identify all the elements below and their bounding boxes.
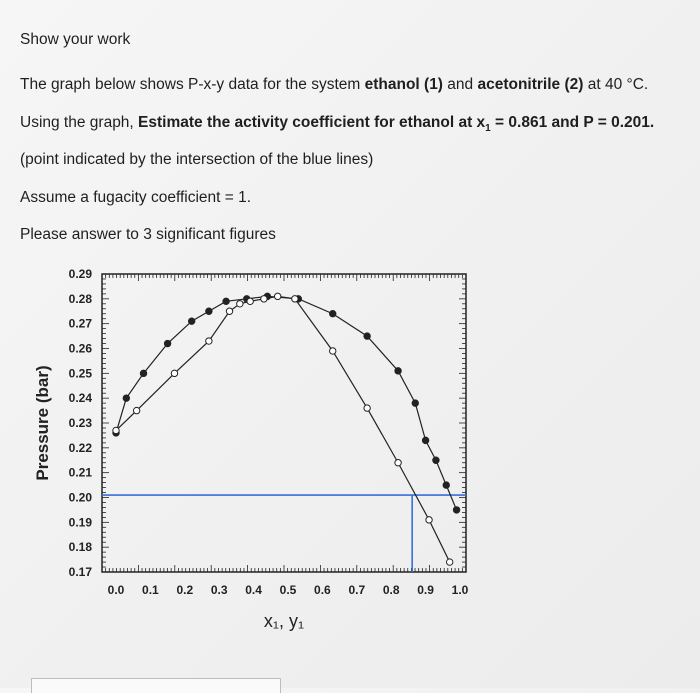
series-line-filled <box>116 296 457 510</box>
data-point-filled <box>188 318 194 324</box>
data-point-filled <box>433 457 439 463</box>
q1-suffix: at 40 °C. <box>583 76 649 93</box>
data-point-open <box>426 517 432 523</box>
y-tick-label: 0.20 <box>68 490 92 505</box>
data-point-open <box>364 405 370 411</box>
x-tick-label: 0.3 <box>210 583 228 597</box>
data-point-filled <box>412 400 418 406</box>
data-point-filled <box>206 308 212 314</box>
q2-suffix: = 0.861 and P = 0.201. <box>490 114 655 131</box>
answer-box-edge[interactable] <box>31 678 281 693</box>
data-point-filled <box>453 507 459 513</box>
y-tick-label: 0.23 <box>68 416 92 430</box>
y-tick-label: 0.19 <box>68 515 92 530</box>
y-tick-label: 0.24 <box>68 391 92 406</box>
data-point-filled <box>422 437 428 443</box>
data-point-open <box>292 296 298 302</box>
data-point-filled <box>443 482 449 488</box>
y-tick-label: 0.21 <box>68 465 92 480</box>
data-point-open <box>247 298 253 304</box>
question-line-3: (point indicated by the intersection of the blue lines) <box>20 151 374 168</box>
y-tick-label: 0.17 <box>68 565 92 579</box>
q2-sub: 1 <box>485 123 491 135</box>
x-axis-label: x₁, y₁ <box>263 611 305 631</box>
q1-acetonitrile: acetonitrile (2) <box>477 76 584 93</box>
data-point-open <box>237 301 243 307</box>
y-tick-label: 0.28 <box>68 291 92 306</box>
q1-mid: and <box>442 76 478 93</box>
data-point-filled <box>364 333 370 339</box>
data-point-filled <box>330 311 336 317</box>
x-tick-label: 0.5 <box>279 583 297 597</box>
x-tick-label: 0.4 <box>245 583 262 597</box>
x-tick-label: 0.6 <box>314 583 331 597</box>
x-tick-label: 0.0 <box>107 583 125 597</box>
q1-ethanol: ethanol (1) <box>364 76 443 93</box>
y-tick-label: 0.26 <box>68 341 92 356</box>
data-point-open <box>261 296 267 302</box>
data-point-filled <box>395 368 401 374</box>
y-tick-label: 0.22 <box>68 440 92 455</box>
heading-show-your-work: Show your work <box>20 31 131 48</box>
data-point-open <box>226 308 232 314</box>
y-tick-label: 0.29 <box>68 267 92 281</box>
y-tick-label: 0.27 <box>68 316 92 331</box>
data-point-open <box>274 293 280 299</box>
data-point-filled <box>223 298 229 304</box>
data-point-open <box>171 370 177 376</box>
x-tick-label: 0.7 <box>348 583 366 597</box>
series-line-open <box>116 296 450 562</box>
data-point-open <box>330 348 336 354</box>
x-tick-label: 0.2 <box>176 583 194 597</box>
data-point-open <box>113 427 119 433</box>
data-point-open <box>206 338 212 344</box>
q1-prefix: The graph below shows P-x-y data for the system <box>20 76 365 93</box>
data-point-filled <box>164 340 170 346</box>
data-point-open <box>133 407 139 413</box>
q2-bold-text: Estimate the activity coefficient for ethanol at x <box>138 114 486 131</box>
x-tick-label: 0.1 <box>142 583 159 597</box>
question-line-5: Please answer to 3 significant figures <box>20 226 276 243</box>
data-point-filled <box>140 370 146 376</box>
y-axis-label: Pressure (bar) <box>33 365 52 481</box>
data-point-filled <box>123 395 129 401</box>
y-tick-label: 0.25 <box>68 366 92 381</box>
q2-prefix: Using the graph, <box>20 114 139 131</box>
x-tick-label: 1.0 <box>451 583 469 597</box>
data-point-open <box>395 460 401 466</box>
y-tick-label: 0.18 <box>68 540 92 555</box>
x-tick-label: 0.9 <box>417 583 434 597</box>
data-point-open <box>446 559 452 565</box>
x-tick-label: 0.8 <box>382 583 400 597</box>
question-line-4: Assume a fugacity coefficient = 1. <box>20 189 252 206</box>
